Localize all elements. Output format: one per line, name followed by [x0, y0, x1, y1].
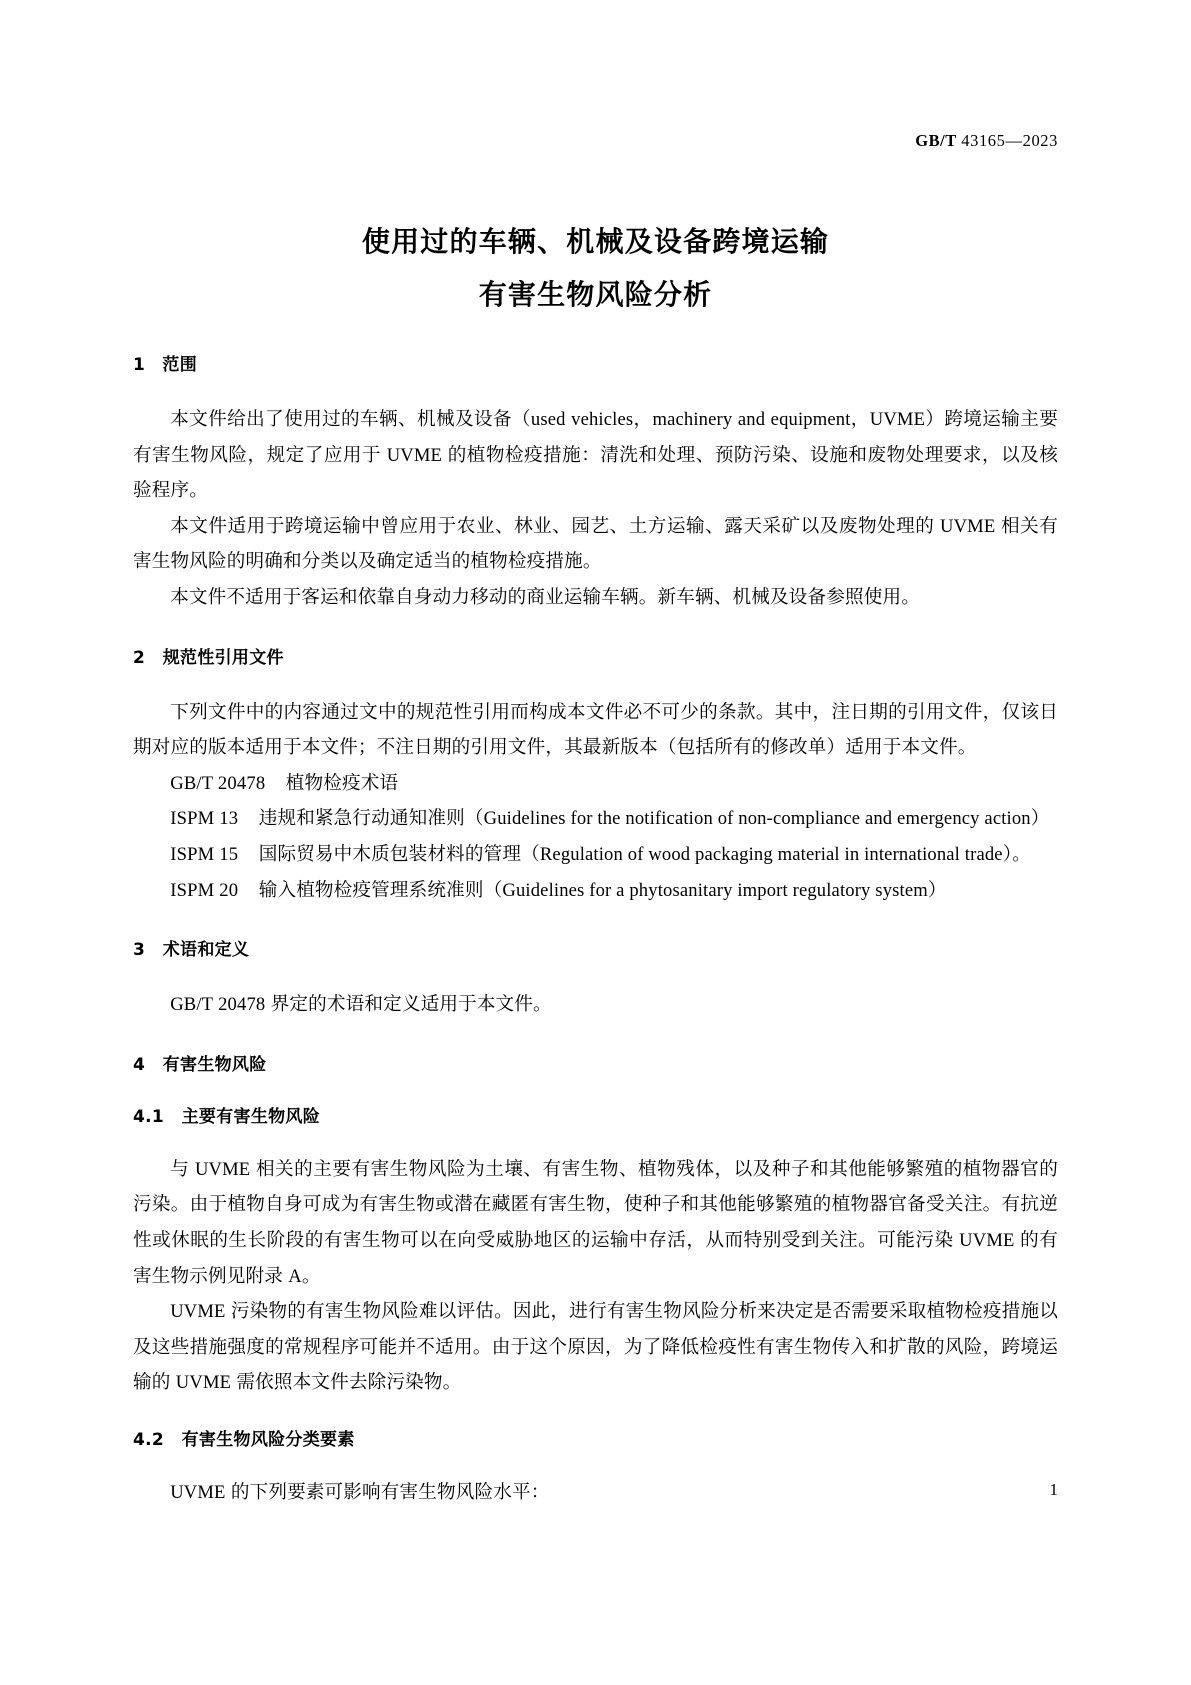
reference-code: ISPM 13: [170, 808, 239, 830]
spacer: [133, 616, 1058, 645]
reference-code: GB/T 20478: [170, 772, 266, 794]
reference-code: ISPM 15: [170, 843, 239, 865]
spacer: [133, 1130, 1058, 1152]
spacer: [133, 963, 1058, 987]
spacer: [133, 1023, 1058, 1052]
section-1-paragraph-3: 本文件不适用于客运和依靠自身动力移动的商业运输车辆。新车辆、机械及设备参照使用。: [170, 586, 920, 608]
section-heading-1: 1 范围: [133, 355, 198, 375]
page-title: [133, 215, 1058, 321]
reference-title: 输入植物检疫管理系统准则（Guidelines for a phytosanitary import regulatory system）: [258, 879, 947, 901]
section-heading-3: 3 术语和定义: [133, 940, 250, 961]
spacer: [133, 1401, 1058, 1427]
section-heading-4-2: 4.2 有害生物风险分类要素: [133, 1429, 355, 1450]
standard-prefix: GB/T: [915, 131, 957, 150]
running-header: [915, 131, 1058, 151]
section-2-paragraph-1: 下列文件中的内容通过文中的规范性引用而构成本文件必不可少的条款。其中，注日期的引用文件，仅该日期对应的版本适用于本文件；不注日期的引用文件，其最新版本（包括所有的修改单）适用于本文件。: [133, 701, 1058, 759]
section-4-1-paragraph-1: 与 UVME 相关的主要有害生物风险为土壤、有害生物、植物残体，以及种子和其他能够繁殖的植物器官的污染。由于植物自身可成为有害生物或潜在藏匿有害生物，使种子和其他能够繁殖的植物器官备受关注。有抗逆性或休眠的生长阶段的有害生物可以在向受威胁地区的运输中存活，从而特别受到关注。可能污染 UVME 的有害生物示例见附录 A。: [133, 1158, 1058, 1287]
section-1-paragraph-1: 本文件给出了使用过的车辆、机械及设备（used vehicles，machinery and equipment，UVME）跨境运输主要有害生物风险，规定了应用于 UVME 的植物检疫措施：清洗和处理、预防污染、设施和废物处理要求，以及核验程序。: [133, 409, 1058, 502]
title-line-1: 使用过的车辆、机械及设备跨境运输: [361, 225, 830, 258]
reference-title: 国际贸易中木质包装材料的管理（Regulation of wood packaging material in international trade）。: [258, 843, 1031, 865]
page-content: [133, 0, 1058, 1685]
reference-title: 违规和紧急行动通知准则（Guidelines for the notification of non-compliance and emergency action）: [258, 808, 1050, 830]
document-body: [133, 352, 1058, 1510]
normative-reference: [133, 873, 1058, 909]
section-1-paragraph-2: 本文件适用于跨境运输中曾应用于农业、林业、园艺、土方运输、露天采矿以及废物处理的 UVME 相关有害生物风险的明确和分类以及确定适当的植物检疫措施。: [133, 515, 1058, 573]
normative-reference: [133, 766, 1058, 802]
section-3-paragraph-1: GB/T 20478 界定的术语和定义适用于本文件。: [170, 994, 552, 1016]
section-4-1-paragraph-2: UVME 污染物的有害生物风险难以评估。因此，进行有害生物风险分析来决定是否需要采取植物检疫措施以及这些措施强度的常规程序可能并不适用。由于这个原因，为了降低检疫性有害生物传入和扩散的风险，跨境运输的 UVME 需依照本文件去除污染物。: [133, 1301, 1058, 1394]
spacer: [133, 1453, 1058, 1475]
section-heading-2: 2 规范性引用文件: [133, 647, 284, 668]
spacer: [133, 1078, 1058, 1104]
spacer: [133, 378, 1058, 402]
title-line-2: 有害生物风险分析: [478, 278, 713, 311]
normative-reference: [133, 837, 1058, 873]
page-number: 1: [1049, 1480, 1058, 1499]
spacer: [133, 908, 1058, 937]
standard-number: 43165—2023: [961, 131, 1058, 150]
reference-code: ISPM 20: [170, 879, 239, 901]
section-heading-4-1: 4.1 主要有害生物风险: [133, 1106, 321, 1127]
spacer: [133, 671, 1058, 695]
section-4-2-paragraph-1: UVME 的下列要素可影响有害生物风险水平：: [170, 1481, 550, 1503]
reference-title: 植物检疫术语: [285, 772, 399, 794]
normative-reference: [133, 801, 1058, 837]
section-heading-4: 4 有害生物风险: [133, 1054, 267, 1075]
